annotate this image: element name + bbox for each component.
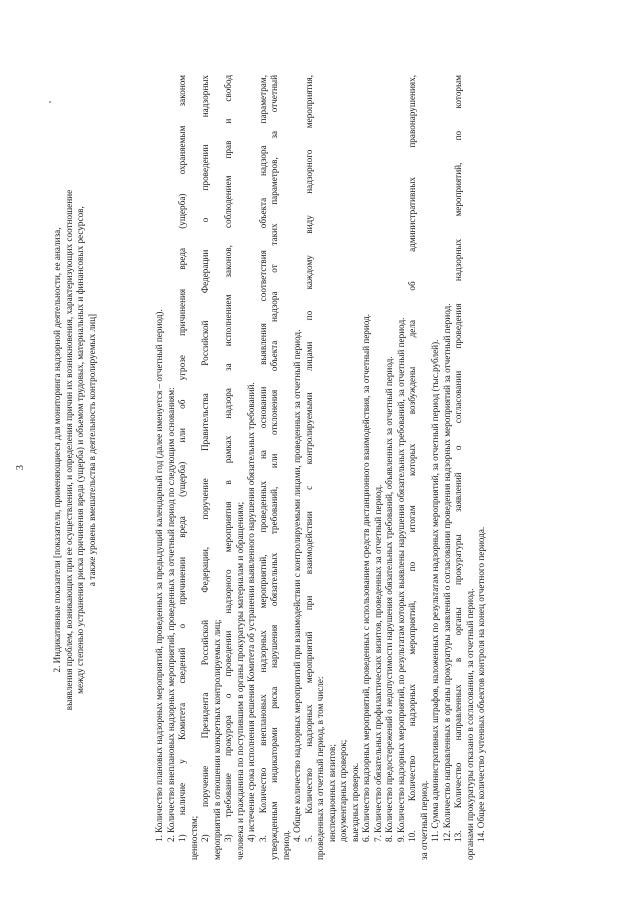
list-line: 8. Количество предостережений о недопустимости нарушения обязательных требований, объявленных за отчетный период. [384, 356, 394, 842]
rotated-content [15, 75, 582, 860]
list-line: человека и гражданина по поступившим в органы прокуратуры материалам и обращениям; [234, 501, 245, 860]
list-line: 1. Количество плановых надзорных мероприятий, проведенных за предыдущий календарный год (далее именуется – отчетный период). [154, 309, 164, 842]
section-title [52, 70, 98, 830]
list-line: 7. Количество обязательных профилактических визитов, проведенных за отчетный период. [372, 484, 383, 842]
list-line: 11. Сумма административных штрафов, наложенных по результатам надзорных мероприятий, за отчетный период (тыс.рублей). [430, 339, 440, 842]
scan-speck [49, 101, 51, 103]
list-line: 14. Общее количество учтенных объектов контроля на конец отчетного периода. [476, 526, 486, 842]
list-line: 12. Количество направленных в органы прокуратуры заявлений о согласовании проведения надзорных мероприятий за отчетный период. [441, 303, 452, 842]
list-line: органами прокуратуры отказано в согласовании, за отчетный период. [464, 588, 475, 860]
page-number: 3 [15, 465, 26, 470]
list-line: 10. Количество надзорных мероприятий, по итогам которых возбуждены дела об административных правонарушениях, [407, 75, 417, 842]
list-line: 13. Количество направленных в органы прокуратуры заявлений о согласовании проведения надзорных мероприятий, по которым [453, 75, 463, 842]
list-line: проведенных за отчетный период, в том числе: [315, 676, 325, 860]
list-line: выездных проверок. [349, 762, 360, 842]
list-line: период. [280, 830, 291, 860]
title-line: между степенью устранения риска причинения вреда (ущерба) и объемом трудовых, материальных и финансовых ресурсов, [75, 206, 85, 694]
list-line: инспекционных визитов; [326, 744, 337, 842]
list-line: 4) истечение срока исполнения решения Комитета об устранении выявленного нарушения обязательных требований. [246, 382, 256, 842]
title-line: 2. Индикативные показатели [показатели, применяющиеся для мониторинга надзорной деятельности, ее анализа, [52, 227, 62, 673]
list-line: 4. Общее количество надзорных мероприятий при взаимодействии с контролируемыми лицами, проведенных за отчетный период. [292, 329, 302, 842]
list-line: документарных проверок; [338, 739, 348, 842]
list-line: мероприятий в отношении конкретных контролируемых лиц; [211, 619, 222, 860]
title-line: а также уровень вмешательства в деятельность контролируемых лиц] [86, 313, 97, 587]
indicator-list [154, 75, 488, 860]
list-line: 9. Количество надзорных мероприятий, по результатам которых выявлены нарушения обязательных требований, за отчетный период. [395, 317, 406, 842]
list-line: 3) требование прокурора о проведении надзорного мероприятия в рамках надзора за исполнением законов, соблюдением прав и свобод [223, 75, 233, 842]
list-line: 6. Количество надзорных мероприятий, проведенных с использованием средств дистанционного взаимодействия, за отчетный период. [361, 313, 371, 842]
title-line: выявления проблем, возникающих при ее осуществлении, и определения причин их возникновения, характеризующих соотношение [63, 189, 74, 711]
list-line: 2. Количество внеплановых надзорных мероприятий, проведенных за отчетный период по следующим основаниям: [165, 387, 176, 842]
list-line: за отчетный период. [418, 780, 429, 860]
list-line: утвержденным индикаторами риска нарушения обязательных требований, или отклонения объекта надзора от таких параметров, за отчетный [269, 75, 279, 860]
list-line: 2) поручение Президента Российской Федерации, поручение Правительства Российской Федерации о проведении надзорных [200, 75, 210, 842]
list-line: 1) наличие у Комитета сведений о причинении вреда (ущерба) или об угрозе причинения вреда (ущерба) охраняемым законом [177, 75, 187, 842]
list-line: ценностям; [188, 815, 199, 860]
list-line: 3. Количество внеплановых надзорных мероприятий, проведенных на основании выявления соответствия объекта надзора параметрам, [257, 75, 268, 842]
list-line: 5. Количество надзорных мероприятий при взаимодействии с контролируемыми лицами по каждому виду надзорного мероприятия, [303, 75, 314, 842]
